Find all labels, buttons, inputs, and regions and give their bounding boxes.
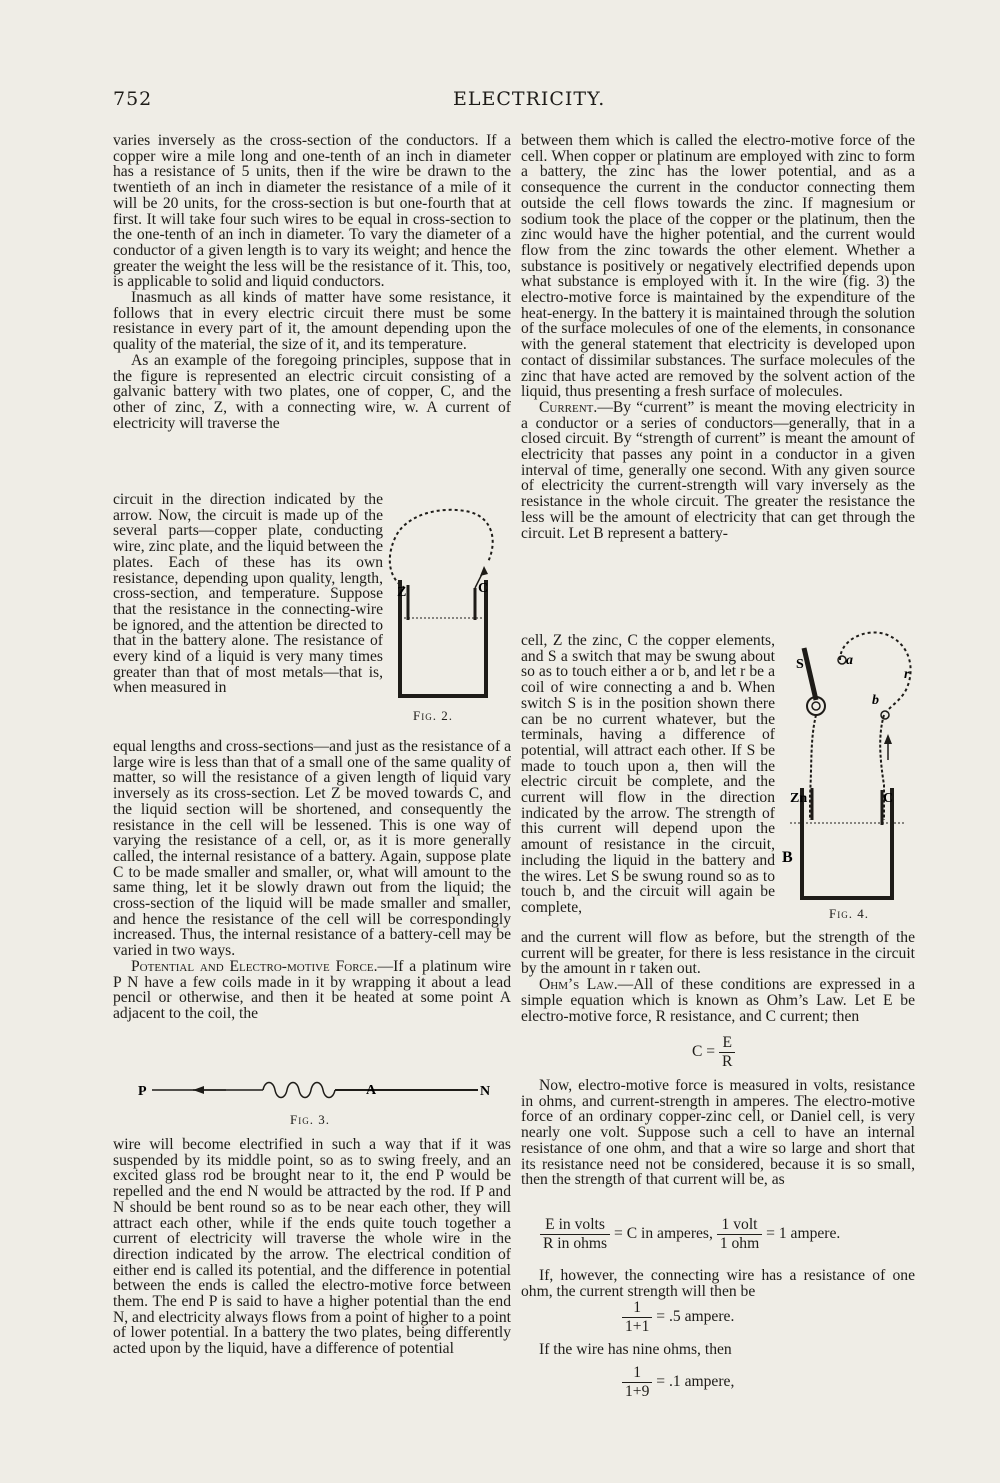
paragraph: —All of these conditions are expressed in a simple equation which is known as Ohm’s Law. Let E be electro-motive force, R resistance, and C current; then	[521, 976, 915, 1025]
fig3-label-p: P	[138, 1084, 147, 1099]
section-heading: Current.	[539, 398, 598, 416]
left-column-middle	[113, 739, 511, 1022]
eq-numerator: 1 volt	[717, 1216, 762, 1235]
paragraph: If the wire has nine ohms, then	[539, 1341, 732, 1358]
eq-tail: = .1 ampere,	[656, 1373, 735, 1391]
paragraph: Now, electro-motive force is measured in volts, resistance in ohms, and current-strength in amperes. The electro-motive force of an ordinary copper-zinc cell, or Daniel cell, is very nearly one volt. Suppose such a cell to have an internal resistance of one ohm, and that a wire so large and short that its resistance need not be considered, because it is so small, then the strength of that current will be, as	[521, 1077, 915, 1189]
eq-middle: = C in amperes,	[614, 1225, 713, 1243]
fig4-label-r: r	[904, 667, 910, 682]
eq-tail: = .5 ampere.	[656, 1308, 735, 1326]
paragraph: Inasmuch as all kinds of matter have some resistance, it follows that in every electric circuit there must be some resistance in every part of it, the amount depending upon the quality of the material, the size of it, and its temperature.	[113, 289, 511, 354]
fig3-label-n: N	[480, 1084, 491, 1099]
section-heading: Potential and Electro-motive Force.	[131, 957, 378, 975]
half-ampere-equation	[622, 1299, 734, 1336]
fig2-label-c: C	[478, 581, 489, 596]
right-column-lower	[521, 1078, 915, 1188]
paragraph: varies inversely as the cross-section of the conductors. If a copper wire a mile long and one-tenth of an inch in diameter has a resistance of 5 units, then if the wire be drawn to the twentieth of an inch in diameter the resistance of a mile of it will be 20 units, for the cross-section is but one-fourth that at first. It will take four such wires to be equal in cross-section to the one-tenth of an inch in diameter. To vary the diameter of a conductor of a given length is to vary its weight; and hence the greater the weight the less will be the resistance of it. This, too, is applicable to solid and liquid conductors.	[113, 132, 511, 291]
figure-4-switch-circuit-diagram	[780, 620, 920, 910]
eq-numerator: E	[719, 1034, 735, 1053]
eq-numerator: 1	[622, 1364, 652, 1383]
right-wrap-text	[521, 633, 775, 916]
paragraph: circuit in the direction indicated by the arrow. Now, the circuit is made up of the several parts—copper plate, conducting wire, zinc plate, and the liquid between the plates. Each of these has its own resistance, depending upon quality, length, cross-section, and temperature. Suppose that the resistance in the connecting-wire be ignored, and the attention be directed to that in the battery alone. The resistance of every kind of a liquid is very many times greater than that of most metals—that is, when measured in	[113, 491, 383, 697]
ohms-law-equation	[692, 1034, 735, 1071]
eq-denominator: 1 ohm	[719, 1235, 760, 1252]
page-number: 752	[113, 88, 153, 110]
right-column-middle	[521, 930, 915, 1024]
fig4-label-s: S	[796, 657, 804, 672]
left-wrap-text	[113, 492, 383, 696]
ampere-equation	[540, 1216, 840, 1253]
running-title: ELECTRICITY.	[453, 88, 606, 110]
eq-numerator: 1	[622, 1299, 652, 1318]
section-heading: Ohm’s Law.	[539, 976, 618, 994]
tenth-ampere-equation	[622, 1364, 734, 1401]
fig3-label-a: A	[366, 1083, 377, 1098]
eq-numerator: E in volts	[540, 1216, 610, 1235]
figure-2-battery-diagram	[380, 500, 500, 700]
paragraph: equal lengths and cross-sections—and just as the resistance of a large wire is less than that of a small one of the same quality of matter, so will the resistance of a given length of liquid vary inversely as its cross-section. Let Z be moved towards C, and the liquid section will be shortened, and consequently the resistance in the cell will be lessened. This is one way of varying the resistance of a cell, or, as it is more generally called, the internal resistance of a battery. Again, suppose plate C to be made smaller and smaller, or, what will amount to the same thing, let it be slowly drawn out from the liquid; the cross-section of the liquid will be made smaller and smaller, and hence the resistance of the cell will be correspondingly increased. Thus, the internal resistance of a battery-cell may be varied in two ways.	[113, 738, 511, 960]
eq-lhs: C =	[692, 1043, 716, 1061]
eq-tail: = 1 ampere.	[766, 1225, 841, 1243]
fig4-label-b: b	[872, 693, 879, 708]
paragraph: If, however, the connecting wire has a resistance of one ohm, the current strength will then be	[521, 1267, 915, 1300]
fig4-label-c: C	[883, 791, 894, 806]
fig4-label-b-battery: B	[782, 849, 793, 866]
paragraph: between them which is called the electro-motive force of the cell. When copper or platinum are employed with zinc to form a battery, the zinc has the lower potential, and as a consequence the current in the conductor connecting them outside the cell flows towards the zinc. If magnesium or sodium took the place of the copper or the platinum, then the zinc would have the higher potential, and the current would flow from the zinc towards the other element. Whether a substance is positively or negatively electrified depends upon what substance is employed with it. In the wire (fig. 3) the electro-motive force is maintained by the expenditure of the heat-energy. In the battery it is maintained through the solution of the surface molecules of one of the elements, in consonance with the general statement that electricity is developed upon contact of dissimilar substances. The surface molecules of the zinc that have acted are removed by the solvent action of the liquid, thus presenting a fresh surface of molecules.	[521, 132, 915, 401]
fig2-label-z: Z	[397, 585, 407, 600]
fig4-label-a: a	[846, 653, 853, 668]
paragraph: —By “current” is meant the moving electricity in a conductor or a series of conductors—generally, that in a closed circuit. By “strength of current” is meant the amount of electricity that passes any point in a conductor in a given interval of time, generally one second. With any given source of electricity the current-strength will vary inversely as the resistance in the whole circuit. The greater the resistance the less will be the amount of electricity that can get through the circuit. Let B represent a battery-	[521, 398, 915, 542]
paragraph: wire will become electrified in such a way that if it was suspended by its middle point, so as to swing freely, and an excited glass rod be brought near to it, the end P would be repelled and the end N would be attracted by the rod. If P and N should be bent round so as to be near each other, they will attract each other, while if the ends quite touch together a current of electricity will traverse the whole wire in the direction indicated by the arrow. The electrical condition of either end is called its potential, and the difference in potential between the ends is called the electro-motive force between them. The end P is said to have a higher potential than the end N, and electricity always flows from a point of higher to a point of lower potential. In a battery the two plates, being differently acted upon by the liquid, have a difference of potential	[113, 1136, 511, 1358]
paragraph: —If a platinum wire P N have a few coils made in it by wrapping it about a lead pencil or otherwise, and then it be heated at some point A adjacent to the coil, the	[113, 957, 511, 1022]
eq-denominator: R	[722, 1053, 733, 1070]
eq-denominator: R in ohms	[543, 1235, 608, 1252]
figure-3-wire-diagram	[138, 1078, 498, 1100]
eq-denominator: 1+9	[625, 1383, 650, 1400]
paragraph: cell, Z the zinc, C the copper elements, and S a switch that may be swung about so as to touch either a or b, and let r be a coil of wire connecting a and b. When switch S is in the position shown there can be no current whatever, but the terminals, having a difference of potential, will attract each other. If S be made to touch upon a, then will the electric circuit be complete, and the current will flow in the direction indicated by the arrow. The strength of this current will depend upon the amount of resistance in the circuit, including the liquid in the battery and the wires. Let S be swung round so as to touch b, and the circuit will again be complete,	[521, 632, 775, 916]
paragraph: As an example of the foregoing principles, suppose that in the figure is represented an electric circuit consisting of a galvanic battery with two plates, one of copper, C, and the other of zinc, Z, with a connecting wire, w. A current of electricity will traverse the	[113, 351, 511, 432]
paragraph: and the current will flow as before, but the strength of the current will be greater, for there is less resistance in the circuit by the amount in r taken out.	[521, 929, 915, 978]
left-column-top	[113, 133, 511, 431]
eq-denominator: 1+1	[625, 1318, 650, 1335]
left-column-bottom	[113, 1137, 511, 1357]
figure-2-caption: Fig. 2.	[413, 708, 453, 723]
right-column-p5	[521, 1268, 915, 1299]
right-column-p6	[521, 1342, 915, 1358]
figure-3-caption: Fig. 3.	[290, 1112, 330, 1127]
fig4-label-zn: Zn	[790, 791, 808, 806]
right-column-top	[521, 133, 915, 541]
figure-4-caption: Fig. 4.	[829, 906, 869, 921]
